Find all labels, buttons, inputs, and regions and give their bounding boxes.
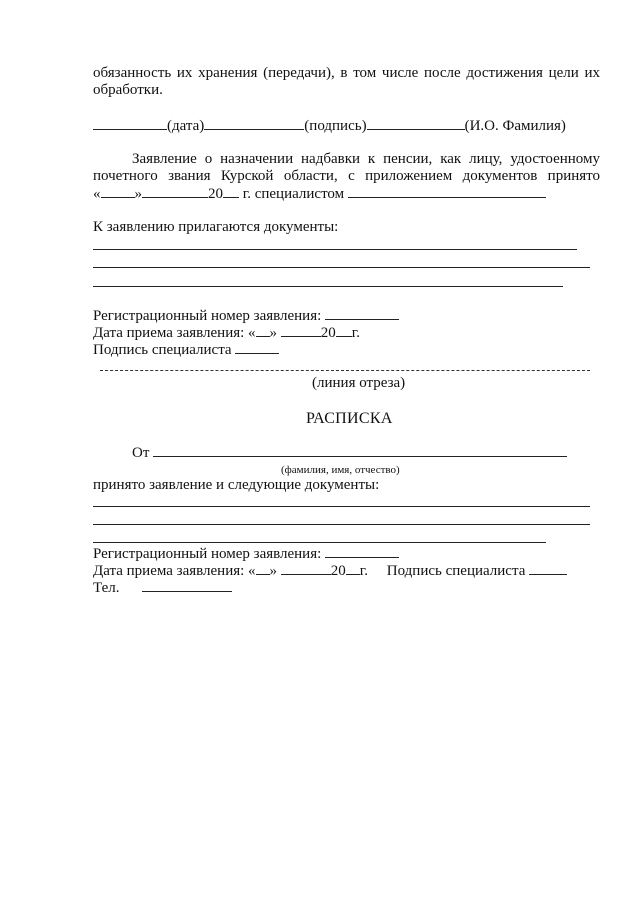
reg-year-prefix: 20 [320,325,336,341]
day-blank[interactable] [101,184,135,198]
reg-number-blank[interactable] [325,306,399,320]
acceptance-line-1: Заявление о назначении надбавки к пенсии, как лицу, удостоенному [132,151,600,167]
receipt-phone-label: Тел. [93,580,120,596]
year-prefix: 20 [208,186,223,202]
acceptance-line-2: почетного звания Курской области, с приложением документов принято [93,168,600,184]
receipt-from-blank[interactable] [153,443,567,457]
receipt-docs-label: принято заявление и следующие документы: [93,477,380,493]
quote-close: » [134,186,142,202]
reg-month-blank[interactable] [281,323,321,337]
specialist-label: г. специалистом [242,186,345,202]
receipt-day-blank[interactable] [256,561,270,575]
month-blank[interactable] [142,184,208,198]
receipt-title: РАСПИСКА [306,410,393,427]
name-caption: (И.О. Фамилия) [464,118,566,134]
receipt-date-quote: » [269,563,278,579]
cut-line-label: (линия отреза) [312,375,406,391]
receipt-year-prefix: 20 [330,563,346,579]
cut-line [100,370,590,371]
specialist-blank[interactable] [348,184,546,198]
signature-caption: (подпись) [304,118,367,134]
signature-row [93,116,566,135]
receipt-doc-line-2[interactable] [93,524,590,525]
reg-date-label: Дата приема заявления: « [93,325,256,341]
receipt-phone-row [93,578,232,597]
consent-line-2: обработки. [93,82,163,98]
attachment-line-3[interactable] [93,286,563,287]
reg-specialist-label: Подпись специалиста [93,342,232,358]
receipt-reg-number-label: Регистрационный номер заявления: [93,546,322,562]
quote-open: « [93,186,101,202]
receipt-from-caption: (фамилия, имя, отчество) [281,464,400,476]
receipt-specialist-label: Подпись специалиста [386,563,526,579]
year-blank[interactable] [223,184,239,198]
attachments-heading: К заявлению прилагаются документы: [93,219,339,235]
receipt-from-row [132,443,567,462]
receipt-specialist-blank[interactable] [529,561,567,575]
receipt-date-label: Дата приема заявления: « [93,563,256,579]
reg-date-quote: » [269,325,278,341]
receipt-year-suffix: г. [359,563,369,579]
reg-number-label: Регистрационный номер заявления: [93,308,322,324]
attachment-line-1[interactable] [93,249,577,250]
receipt-doc-line-1[interactable] [93,506,590,507]
receipt-from-label: От [132,445,150,461]
name-blank[interactable] [367,116,465,130]
date-caption: (дата) [167,118,205,134]
consent-line-1: обязанность их хранения (передачи), в том числе после достижения цели их [93,65,600,81]
receipt-year-blank[interactable] [346,561,360,575]
reg-year-suffix: г. [351,325,361,341]
reg-specialist-blank[interactable] [235,340,279,354]
reg-year-blank[interactable] [336,323,352,337]
receipt-reg-number-blank[interactable] [325,544,399,558]
attachment-line-2[interactable] [93,267,590,268]
reg-specialist-row [93,340,279,359]
receipt-phone-blank[interactable] [142,578,232,592]
receipt-doc-line-3[interactable] [93,542,546,543]
acceptance-line-3 [93,184,546,203]
reg-day-blank[interactable] [256,323,270,337]
receipt-month-blank[interactable] [281,561,331,575]
date-blank[interactable] [93,116,167,130]
signature-blank[interactable] [204,116,304,130]
